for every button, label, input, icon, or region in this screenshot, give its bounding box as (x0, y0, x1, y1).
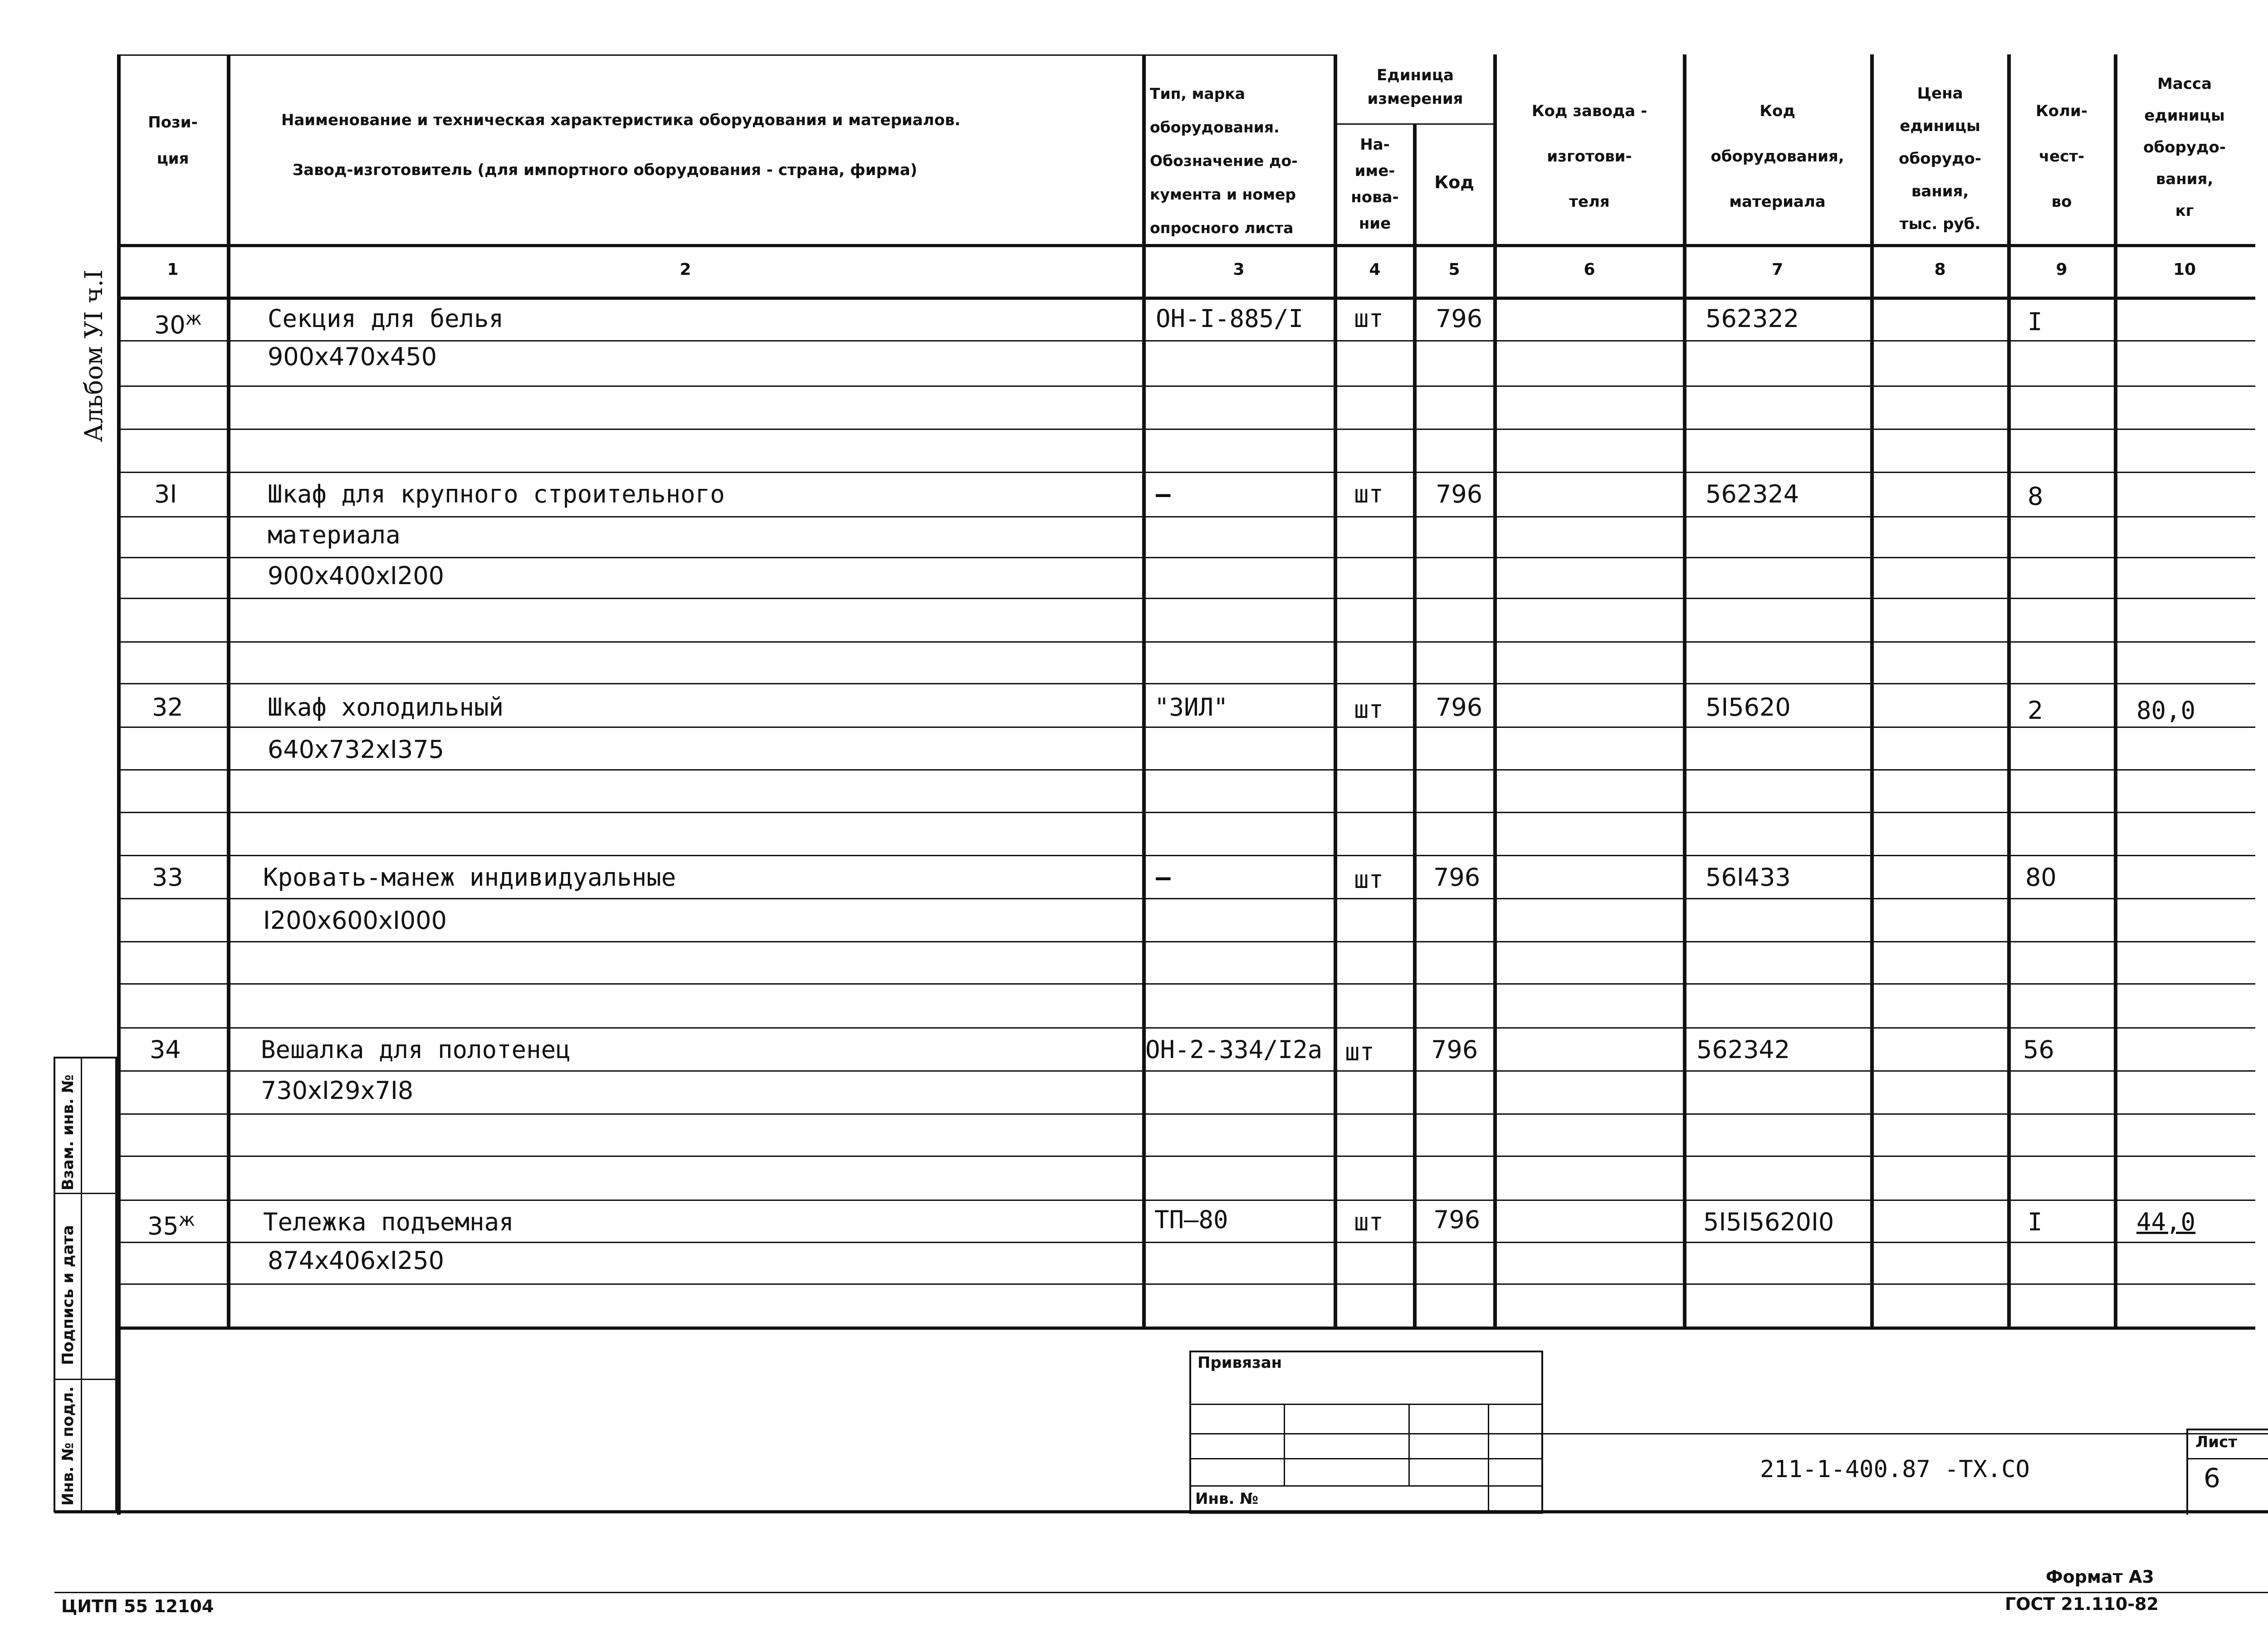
row-code: 796 (1433, 863, 1481, 892)
col-line-5 (1493, 54, 1497, 1329)
row-line (119, 683, 2255, 684)
row-equip-code: 562342 (1696, 1035, 1790, 1064)
row-type: "ЗИЛ" (1154, 693, 1228, 722)
row-line (119, 983, 2255, 985)
header-col2 (281, 95, 1134, 195)
row-position: 34 (150, 1035, 181, 1064)
row-line (119, 769, 2255, 771)
inv-no-label: Инв. № (1195, 1490, 1259, 1508)
row-type: – (1156, 863, 1171, 892)
col-line-8 (2007, 54, 2011, 1329)
row-name: 874х406хI250 (268, 1246, 445, 1275)
position-number: 30 (154, 311, 186, 339)
col-number: 9 (2056, 260, 2068, 279)
col-line-9 (2114, 54, 2117, 1329)
col-number: 8 (1934, 260, 1946, 279)
row-line (119, 1156, 2255, 1157)
row-unit: шт (1354, 480, 1384, 508)
header-col7-line: оборудования, (1711, 147, 1844, 166)
col-number: 4 (1369, 260, 1381, 279)
header-col45 (1336, 63, 1495, 111)
col-number: 5 (1448, 260, 1460, 279)
row-line (119, 898, 2255, 899)
row-mass: 80,0 (2136, 696, 2196, 725)
header-col1-line: ция (156, 150, 189, 168)
row-qty: I (2028, 1208, 2043, 1236)
col-number: 10 (2173, 260, 2196, 279)
header-col10-line: единицы (2144, 107, 2225, 125)
tb-col (1488, 1404, 1489, 1512)
row-qty: 2 (2028, 696, 2043, 725)
header-col7-line: Код (1760, 102, 1795, 120)
row-type: ОН-2-334/I2а (1145, 1035, 1323, 1064)
frame-bottom-line (54, 1510, 2268, 1513)
header-col6 (1496, 88, 1683, 224)
side-stamp-divider (81, 1057, 82, 1512)
row-line (119, 641, 2255, 643)
col-number: 3 (1233, 260, 1245, 279)
gost-label: ГОСТ 21.110-82 (2005, 1594, 2159, 1614)
row-line (119, 385, 2255, 387)
row-code: 796 (1436, 304, 1483, 333)
tb-row (1189, 1433, 1543, 1434)
row-type: ОН-I-885/I (1156, 304, 1304, 333)
tb-row (1189, 1485, 1543, 1487)
header-col6-line: изготови- (1547, 147, 1632, 166)
header-col9-line: во (2051, 193, 2072, 211)
tb-row (1189, 1404, 1543, 1405)
row-line (119, 472, 2255, 473)
header-col6-line: Код завода - (1531, 102, 1647, 120)
row-equip-code: 562324 (1706, 480, 1799, 508)
row-line (119, 855, 2255, 856)
row-line (119, 812, 2255, 813)
header-col1 (119, 104, 227, 177)
row-line (119, 340, 2255, 341)
row-line (119, 1113, 2255, 1115)
tb-col (1284, 1404, 1285, 1485)
row-name: Секция для белья (268, 304, 504, 333)
asterisk-mark: ж (178, 1210, 195, 1230)
table-bottom-line (119, 1327, 2255, 1330)
row-qty: 8 (2028, 482, 2043, 511)
header-col4-line: нова- (1351, 188, 1399, 206)
header-col10-line: кг (2175, 202, 2194, 220)
header-col3 (1150, 77, 1336, 245)
header-col3-line: кумента и номер (1150, 185, 1296, 203)
header-col8-line: тыс. руб. (1899, 215, 1981, 233)
header-col7 (1686, 88, 1869, 224)
sheet-label: Лист (2195, 1433, 2237, 1451)
col-line-1 (227, 54, 230, 1329)
album-label: Альбом УI ч.I (79, 269, 108, 442)
sheet-number: 6 (2204, 1463, 2220, 1493)
row-code: 796 (1436, 693, 1483, 722)
row-qty: I (2028, 307, 2043, 336)
row-qty: 80 (2025, 863, 2057, 892)
row-line (119, 429, 2255, 430)
header-col8-line: единицы (1900, 117, 1980, 135)
position-number: 35 (147, 1212, 179, 1240)
row-equip-code: 5I5I5620I0 (1703, 1208, 1834, 1236)
col-number: 2 (679, 260, 691, 279)
row-position: 33 (152, 863, 183, 892)
row-name: I200х600хI000 (263, 906, 447, 935)
tb-row (1189, 1458, 1543, 1459)
col-number: 7 (1771, 260, 1784, 279)
frame-top-line (119, 54, 1334, 56)
header-col4 (1336, 132, 1414, 237)
col-line-4 (1413, 123, 1417, 1329)
header-col10-line: Масса (2157, 75, 2212, 93)
row-name: 900х470х450 (268, 342, 437, 371)
row-mass: 44,0 (2136, 1208, 2196, 1236)
row-name: 900х400хI200 (268, 561, 445, 590)
header-col8-line: оборудо- (1899, 150, 1981, 168)
row-line (119, 727, 2255, 728)
header-col10-line: оборудо- (2143, 138, 2226, 156)
row-line (119, 1027, 2255, 1029)
header-col5: Код (1434, 172, 1474, 192)
header-col4-line: ние (1359, 215, 1391, 233)
format-label: Формат А3 (2046, 1567, 2154, 1587)
sheet-divider (2186, 1458, 2268, 1459)
row-line (119, 1200, 2255, 1201)
row-unit: шт (1354, 1208, 1384, 1236)
row-equip-code: 5I5620 (1706, 693, 1791, 722)
row-line (119, 1070, 2255, 1072)
stamp-inv-podl: Инв. № подл. (59, 1386, 77, 1506)
side-stamp-row (54, 1193, 117, 1194)
row-name: Шкаф холодильный (268, 693, 504, 722)
side-stamp-row (54, 1379, 117, 1380)
header-col3-line: Тип, марка (1150, 85, 1245, 102)
header-col2-line: Наименование и техническая характеристика оборудования и материалов. (281, 111, 961, 129)
row-code: 796 (1433, 1205, 1481, 1234)
col-number: 1 (167, 260, 179, 279)
header-col8-line: вания, (1911, 182, 1969, 200)
row-line (119, 516, 2255, 517)
row-line (119, 1283, 2255, 1285)
row-line (119, 557, 2255, 558)
header-col8 (1873, 77, 2007, 240)
header-col4-line: име- (1354, 162, 1395, 180)
row-unit: шт (1354, 695, 1384, 724)
doc-code: 211-1-400.87 -ТХ.СО (1760, 1456, 2030, 1483)
row-line (119, 598, 2255, 599)
header-col3-line: опросного листа (1150, 219, 1294, 237)
row-name: Вешалка для полотенец (261, 1035, 571, 1064)
privyazan-box (1189, 1351, 1543, 1514)
col-line-6 (1683, 54, 1686, 1329)
doc-code-top-line (1543, 1433, 2268, 1434)
row-name: Тележка подъемная (263, 1208, 514, 1236)
stamp-podpis: Подпись и дата (59, 1225, 77, 1365)
header-col9-line: чест- (2038, 147, 2085, 166)
row-unit: шт (1354, 865, 1384, 894)
tb-col (1408, 1404, 1410, 1485)
row-code: 796 (1436, 480, 1483, 508)
row-unit: шт (1345, 1038, 1375, 1066)
row-name: Шкаф для крупного строительного (268, 480, 725, 508)
header-col4-line: На- (1360, 136, 1390, 154)
header-col9 (2009, 88, 2114, 224)
header-col3-line: Обозначение до- (1150, 152, 1298, 170)
header-col45-line: Единица (1377, 66, 1454, 84)
col-line-3 (1334, 54, 1337, 1329)
row-equip-code: 56I433 (1706, 863, 1791, 892)
header-col7-line: материала (1729, 193, 1826, 211)
header-col6-line: теля (1569, 193, 1610, 211)
col-number: 6 (1584, 260, 1595, 279)
row-name: материала (268, 521, 401, 549)
row-position (154, 303, 202, 341)
row-name: Кровать-манеж индивидуальные (263, 863, 676, 892)
row-position: 32 (152, 693, 183, 722)
row-position: 3I (154, 480, 177, 508)
colnum-bottom-line (119, 297, 2255, 300)
col-line-7 (1870, 54, 1874, 1329)
row-type: – (1156, 480, 1171, 508)
header-col45-line: измерения (1367, 90, 1463, 108)
asterisk-mark: ж (185, 308, 202, 329)
header-col3-line: оборудования. (1150, 118, 1280, 136)
row-line (119, 941, 2255, 942)
stamp-vzam: Взам. инв. № (59, 1074, 77, 1190)
header-col9-line: Коли- (2036, 102, 2087, 120)
row-code: 796 (1431, 1035, 1478, 1064)
row-qty: 56 (2023, 1035, 2054, 1064)
header-col10 (2116, 68, 2253, 227)
print-code: ЦИТП 55 12104 (61, 1596, 214, 1616)
header-col2-line: Завод-изготовитель (для импортного оборудования - страна, фирма) (293, 161, 918, 179)
header-col1-line: Пози- (148, 113, 198, 132)
row-unit: шт (1354, 304, 1384, 333)
row-name: 640х732хI375 (268, 735, 445, 764)
row-line (119, 1242, 2255, 1243)
row-name: 730хI29х7I8 (261, 1076, 414, 1105)
privyazan-label: Привязан (1198, 1354, 1282, 1372)
header-col8-line: Цена (1917, 84, 1963, 102)
footer-line (54, 1592, 2268, 1593)
col-line-2 (1142, 54, 1146, 1329)
header-col10-line: вания, (2156, 170, 2214, 188)
row-type: ТП–80 (1154, 1205, 1228, 1234)
row-position (147, 1204, 195, 1242)
row-equip-code: 562322 (1706, 304, 1799, 333)
